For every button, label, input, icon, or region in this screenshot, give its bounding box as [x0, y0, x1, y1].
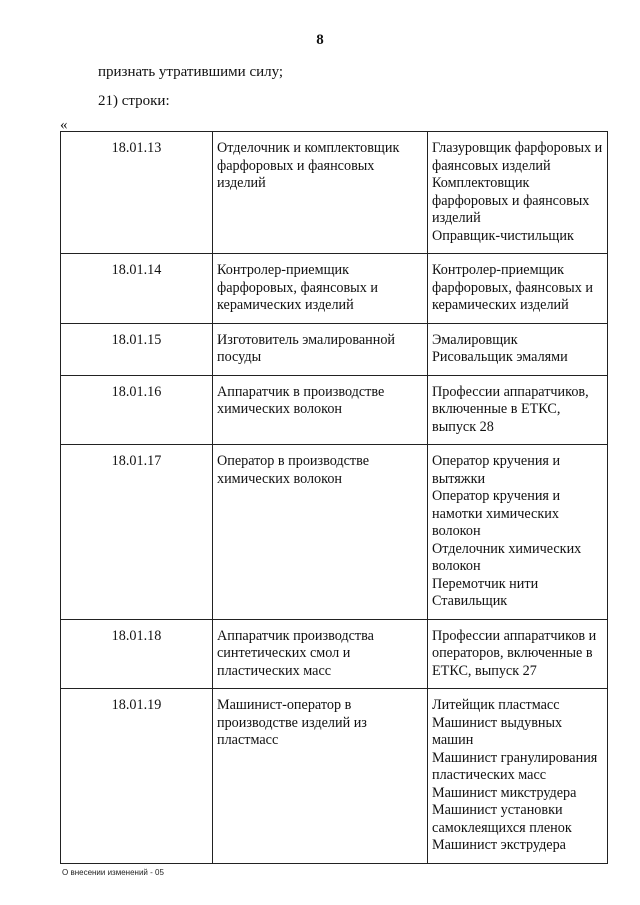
profession-code: 18.01.18: [61, 619, 213, 689]
related-profession-item: Машинист выдувных машин: [432, 714, 563, 748]
profession-code: 18.01.14: [61, 254, 213, 324]
related-profession-item: Оператор кручения и намотки химических волокон: [432, 488, 561, 539]
related-profession-item: Профессии аппаратчиков и операторов, включенные в ЕТКС, выпуск 27: [432, 627, 597, 679]
profession-code: 18.01.15: [61, 323, 213, 375]
related-profession-item: Глазуровщик фарфоровых и фаянсовых изделий: [432, 140, 603, 174]
opening-quote-mark: «: [60, 117, 68, 133]
related-profession-item: Машинист установки самоклеящихся пленок: [432, 802, 572, 836]
related-profession-item: Перемотчик нити: [432, 575, 539, 592]
intro-text-line: признать утратившими силу;: [98, 64, 284, 80]
page-number: 8: [316, 32, 324, 48]
related-professions: [428, 689, 608, 864]
related-professions: [428, 254, 608, 324]
professions-table: [60, 131, 608, 864]
profession-code: 18.01.16: [61, 375, 213, 445]
related-professions: [428, 132, 608, 254]
profession-code: 18.01.13: [61, 132, 213, 254]
related-profession-item: Комплектовщик фарфоровых и фаянсовых изделий: [432, 175, 590, 226]
table-row: [61, 132, 608, 254]
related-professions: [428, 619, 608, 689]
related-profession-item: Оператор кручения и вытяжки: [432, 453, 561, 487]
related-profession-item: Оправщик-чистильщик: [432, 227, 574, 244]
profession-name: Отделочник и комплектовщик фарфоровых и фаянсовых изделий: [213, 132, 428, 254]
table-row: [61, 689, 608, 864]
related-profession-item: Рисовальщик эмалями: [432, 349, 568, 365]
profession-code: 18.01.17: [61, 445, 213, 620]
related-profession-item: Литейщик пластмасс: [432, 697, 560, 713]
profession-name: Аппаратчик в производстве химических волокон: [213, 375, 428, 445]
related-profession-item: Ставильщик: [432, 593, 508, 609]
table-row: [61, 254, 608, 324]
profession-code: 18.01.19: [61, 689, 213, 864]
table-row: [61, 323, 608, 375]
profession-name: Оператор в производстве химических волокон: [213, 445, 428, 620]
profession-name: Машинист-оператор в производстве изделий из пластмасс: [213, 689, 428, 864]
table-row: [61, 619, 608, 689]
footer-note: О внесении изменений - 05: [62, 868, 164, 877]
related-profession-item: Машинист гранулирования пластических масс: [432, 749, 598, 783]
related-profession-item: Профессии аппаратчиков, включенные в ЕТКС, выпуск 28: [432, 383, 589, 435]
profession-name: Аппаратчик производства синтетических смол и пластических масс: [213, 619, 428, 689]
related-profession-item: Машинист экструдера: [432, 837, 566, 853]
table-row: [61, 445, 608, 620]
related-professions: [428, 445, 608, 620]
profession-name: Контролер-приемщик фарфоровых, фаянсовых и керамических изделий: [213, 254, 428, 324]
table-row: [61, 375, 608, 445]
related-profession-item: Отделочник химических волокон: [432, 540, 582, 574]
profession-name: Изготовитель эмалированной посуды: [213, 323, 428, 375]
intro-text-line: 21) строки:: [98, 93, 170, 109]
related-professions: [428, 375, 608, 445]
related-profession-item: Машинист микструдера: [432, 784, 577, 801]
related-profession-item: Контролер-приемщик фарфоровых, фаянсовых и керамических изделий: [432, 262, 593, 313]
related-profession-item: Эмалировщик: [432, 331, 518, 348]
related-professions: [428, 323, 608, 375]
